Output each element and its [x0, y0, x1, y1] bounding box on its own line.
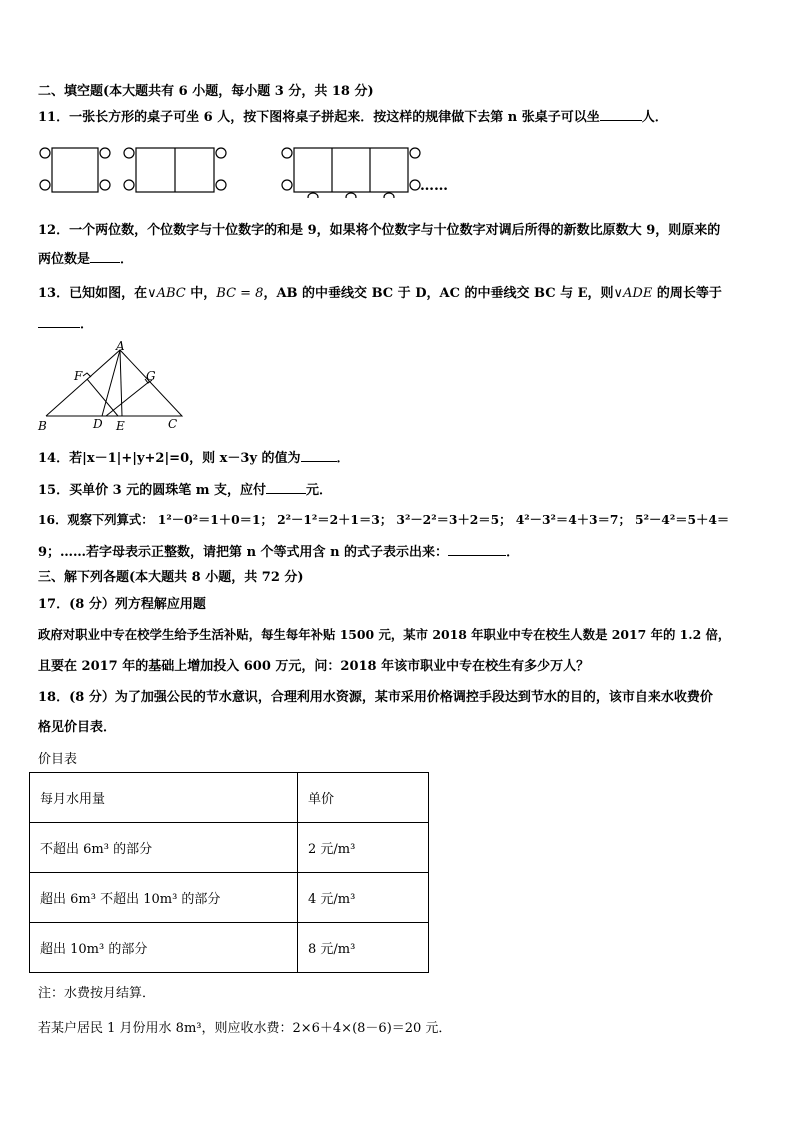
- q14-answer-blank[interactable]: [301, 449, 337, 462]
- billing-note: 注：水费按月结算．: [38, 986, 156, 1001]
- row-usage: 不超出 6m³ 的部分: [30, 823, 298, 873]
- label-b: B: [38, 419, 47, 433]
- q12-answer-blank[interactable]: [90, 250, 120, 263]
- single-table: [52, 148, 98, 192]
- row-usage: 超出 6m³ 不超出 10m³ 的部分: [30, 873, 298, 923]
- price-table-title: 价目表: [38, 752, 78, 767]
- q13-triangle-ade: ∨ADE: [613, 286, 653, 301]
- section-heading-solve: 三、解下列各题(本大题共 8 小题，共 72 分): [38, 570, 304, 585]
- table-row: [30, 823, 429, 873]
- q15-suffix: 元．: [306, 483, 333, 498]
- question-16-line1: 16．观察下列算式： 1²－0²＝1＋0＝1； 2²－1²＝2＋1＝3； 3²－2²＝3＋2＝5； 4²－3²＝4＋3＝7； 5²－4²＝5＋4＝: [38, 512, 730, 527]
- question-12-line2: [38, 248, 133, 267]
- label-c: C: [168, 417, 178, 431]
- q12-text: 两位数是: [38, 252, 91, 267]
- q13-post: ，AB 的中垂线交 BC 于 D，AC 的中垂线交 BC 与 E，则: [263, 286, 614, 301]
- row-usage: 超出 10m³ 的部分: [30, 923, 298, 973]
- q13-triangle-abc: ∨ABC: [147, 286, 186, 301]
- billing-example: 若某户居民 1 月份用水 8m³，则应收水费：2×6＋4×(8－6)＝20 元．: [38, 1021, 452, 1036]
- table-header-row: [30, 773, 429, 823]
- question-13-line2: [38, 313, 93, 332]
- header-usage: 每月水用量: [30, 773, 298, 823]
- row-price: 8 元/m³: [298, 923, 429, 973]
- q11-text: 11．一张长方形的桌子可坐 6 人，按下图将桌子拼起来．按这样的规律做下去第 n 张桌子可以坐: [38, 110, 600, 125]
- q16-answer-blank[interactable]: [448, 543, 506, 556]
- q15-text: 15．买单价 3 元的圆珠笔 m 支，应付: [38, 483, 266, 498]
- q13-mid: 中，: [185, 286, 217, 301]
- question-11: [38, 106, 668, 125]
- continuation-dots: ……: [420, 178, 448, 194]
- q14-text: 14．若|x－1|+|y+2|=0，则 x－3y 的值为: [38, 451, 301, 466]
- triangle-abc: [46, 350, 182, 416]
- q13-suffix: ．: [80, 317, 94, 332]
- q13-bc-value: BC = 8: [216, 286, 264, 301]
- label-f: F: [74, 369, 83, 383]
- label-e: E: [116, 419, 125, 433]
- section-heading-fill-in: 二、填空题(本大题共有 6 小题，每小题 3 分，共 18 分): [38, 84, 374, 99]
- label-g: G: [146, 369, 156, 383]
- q11-suffix: 人．: [641, 110, 668, 125]
- row-price: 2 元/m³: [298, 823, 429, 873]
- question-15: [38, 479, 332, 498]
- question-12-line1: 12．一个两位数，个位数字与十位数字的和是 9，如果将个位数字与十位数字对调后所得的新数比原数大 9，则原来的: [38, 223, 721, 238]
- q16-suffix: ．: [506, 545, 520, 560]
- table-row: [30, 873, 429, 923]
- q16-text: 9；……若字母表示正整数，请把第 n 个等式用含 n 的式子表示出来：: [38, 545, 449, 560]
- q13-pre: 13．已知如图，在: [38, 286, 148, 301]
- question-14: [38, 447, 350, 466]
- question-18-line1: 18．(8 分）为了加强公民的节水意识，合理利用水资源，某市采用价格调控手段达到节水的目的，该市自来水收费价: [38, 690, 713, 705]
- q13-answer-blank[interactable]: [38, 315, 80, 328]
- question-17-line1: 政府对职业中专在校学生给予生活补贴，每生每年补贴 1500 元，某市 2018 年职业中专在校生人数是 2017 年的 1.2 倍，: [38, 627, 731, 642]
- question-17-title: 17．(8 分）列方程解应用题: [38, 597, 206, 612]
- header-price: 单价: [298, 773, 429, 823]
- question-16-line2: [38, 541, 519, 560]
- q12-suffix: ．: [120, 252, 134, 267]
- question-13: [38, 282, 722, 301]
- q11-answer-blank[interactable]: [600, 108, 642, 121]
- question-17-line2: 且要在 2017 年的基础上增加投入 600 万元，问：2018 年该市职业中专在校生有多少万人？: [38, 659, 590, 674]
- question-18-line2: 格见价目表．: [38, 720, 117, 735]
- q13-end: 的周长等于: [652, 286, 722, 301]
- table-arrangement-figure: [38, 138, 458, 198]
- q14-suffix: ．: [336, 451, 350, 466]
- three-tables: [294, 148, 408, 192]
- label-d: D: [93, 417, 103, 431]
- table-row: [30, 923, 429, 973]
- triangle-figure: [36, 338, 196, 434]
- price-table: [29, 772, 429, 973]
- q15-answer-blank[interactable]: [266, 481, 306, 494]
- row-price: 4 元/m³: [298, 873, 429, 923]
- label-a: A: [116, 339, 125, 353]
